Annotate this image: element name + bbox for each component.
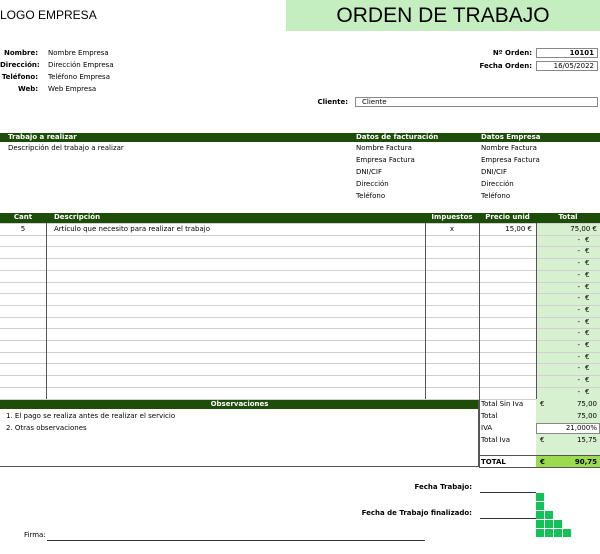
empty-total-currency: € — [585, 376, 590, 385]
summary-block — [479, 399, 600, 469]
order-date-field[interactable]: 16/05/2022 — [536, 61, 598, 71]
empty-total-value: - — [577, 270, 580, 279]
work-description: Descripción del trabajo a realizar — [8, 144, 124, 152]
empty-total-currency: € — [585, 294, 590, 303]
company-web-label: Web: — [17, 85, 38, 93]
company-data-tax-id: DNI/CIF — [481, 168, 508, 176]
row-separator — [0, 363, 600, 364]
company-data-address: Dirección — [481, 180, 514, 188]
company-logo-text: LOGO EMPRESA — [0, 8, 97, 22]
row-description[interactable]: Artículo que necesito para realizar el trabajo — [54, 225, 210, 233]
empty-total-currency: € — [585, 259, 590, 268]
empty-total-value: - — [577, 294, 580, 303]
grand-total-bottom-line — [479, 467, 600, 468]
observations-header: Observaciones — [210, 400, 269, 408]
row-total: 75,00 € — [570, 225, 597, 233]
row-price[interactable]: 15,00 € — [505, 225, 532, 233]
client-field[interactable]: Cliente — [355, 97, 598, 107]
empty-total-currency: € — [585, 305, 590, 314]
row-separator — [0, 375, 600, 376]
finished-date-line[interactable] — [480, 518, 536, 519]
total-iva-label: Total Iva — [481, 436, 511, 444]
empty-total-value: - — [577, 376, 580, 385]
company-data-name: Nombre Factura — [481, 144, 537, 152]
row-tax[interactable]: x — [449, 225, 455, 233]
empty-total-value: - — [577, 282, 580, 291]
work-date-label: Fecha Trabajo: — [414, 483, 472, 491]
total-label: Total — [481, 412, 498, 420]
signature-line[interactable] — [47, 540, 425, 541]
billing-name: Nombre Factura — [356, 144, 412, 152]
empty-total-value: - — [577, 247, 580, 256]
grand-total-label: TOTAL — [481, 458, 506, 466]
billing-tax-id: DNI/CIF — [356, 168, 383, 176]
observation-item: 2. Otras observaciones — [6, 424, 87, 432]
empty-total-currency: € — [585, 352, 590, 361]
empty-total-value: - — [577, 329, 580, 338]
brand-logo-icon — [536, 493, 582, 539]
tax-header: Impuestos — [431, 213, 473, 221]
column-divider — [425, 223, 426, 399]
company-data-header: Datos Empresa — [481, 133, 541, 141]
company-address-label: Dirección: — [0, 61, 40, 69]
client-label: Cliente: — [317, 98, 348, 106]
company-name-value: Nombre Empresa — [48, 49, 109, 57]
total-header: Total — [558, 213, 578, 221]
empty-total-currency: € — [585, 387, 590, 396]
work-date-line[interactable] — [480, 492, 536, 493]
price-header: Precio unid — [485, 213, 530, 221]
work-header: Trabajo a realizar — [8, 133, 77, 141]
empty-total-currency: € — [585, 270, 590, 279]
info-header-bar — [0, 133, 600, 142]
grand-total-currency: € — [540, 458, 545, 466]
row-separator — [0, 328, 600, 329]
empty-total-currency: € — [585, 341, 590, 349]
summary-left-border — [479, 399, 480, 467]
empty-total-value: - — [577, 235, 580, 244]
grand-total-line — [479, 455, 600, 456]
observations-box — [0, 400, 479, 467]
order-number-field[interactable]: 10101 — [536, 48, 598, 58]
row-separator — [0, 235, 600, 236]
row-separator — [0, 282, 600, 283]
row-separator — [0, 340, 600, 341]
empty-total-value: - — [577, 317, 580, 326]
empty-total-currency: € — [585, 282, 590, 291]
finished-date-label: Fecha de Trabajo finalizado: — [361, 509, 472, 517]
order-date-label: Fecha Orden: — [479, 62, 532, 70]
order-number-label: Nº Orden: — [492, 49, 532, 57]
company-name-label: Nombre: — [4, 49, 38, 57]
column-divider — [479, 223, 480, 399]
subtotal-currency: € — [540, 400, 545, 408]
row-separator — [0, 305, 600, 306]
document-title: ORDEN DE TRABAJO — [336, 4, 550, 27]
empty-total-value: - — [577, 341, 580, 349]
empty-total-value: - — [577, 387, 580, 396]
total-iva-value: 15,75 — [576, 436, 597, 444]
row-separator — [0, 258, 600, 259]
subtotal-label: Total Sin Iva — [481, 400, 524, 408]
empty-total-currency: € — [585, 364, 590, 373]
empty-total-currency: € — [585, 317, 590, 326]
iva-label: IVA — [481, 424, 493, 432]
row-separator — [0, 387, 600, 388]
empty-total-value: - — [577, 364, 580, 373]
qty-header: Cant — [13, 213, 33, 221]
subtotal-value: 75,00 — [576, 400, 597, 408]
billing-address: Dirección — [356, 180, 389, 188]
grand-total-value: 90,75 — [574, 458, 597, 466]
column-divider — [46, 223, 47, 399]
company-web-value: Web Empresa — [48, 85, 97, 93]
row-separator — [0, 223, 600, 224]
empty-total-value: - — [577, 352, 580, 361]
company-address-value: Dirección Empresa — [48, 61, 114, 69]
signature-label: Firma: — [24, 531, 46, 539]
billing-header: Datos de facturación — [356, 133, 439, 141]
company-data-company: Empresa Factura — [481, 156, 540, 164]
billing-company: Empresa Factura — [356, 156, 415, 164]
observation-item: 1. El pago se realiza antes de realizar el servicio — [6, 412, 176, 420]
company-phone-value: Teléfono Empresa — [48, 73, 110, 81]
billing-phone: Teléfono — [356, 192, 386, 200]
company-data-phone: Teléfono — [481, 192, 511, 200]
row-separator — [0, 352, 600, 353]
row-separator — [0, 293, 600, 294]
row-separator — [0, 246, 600, 247]
empty-total-value: - — [577, 305, 580, 314]
empty-total-currency: € — [585, 247, 590, 256]
iva-field[interactable]: 21,000% — [565, 424, 597, 432]
row-separator — [0, 317, 600, 318]
items-header-bar — [0, 213, 600, 223]
empty-total-value: - — [577, 259, 580, 268]
company-phone-label: Teléfono: — [1, 73, 38, 81]
description-header: Descripción — [54, 213, 101, 221]
row-qty[interactable]: 5 — [20, 225, 26, 233]
empty-total-currency: € — [585, 235, 590, 244]
row-separator — [0, 270, 600, 271]
items-table — [0, 213, 600, 399]
empty-total-currency: € — [585, 329, 590, 338]
total-value: 75,00 — [576, 412, 597, 420]
total-iva-currency: € — [540, 436, 545, 444]
